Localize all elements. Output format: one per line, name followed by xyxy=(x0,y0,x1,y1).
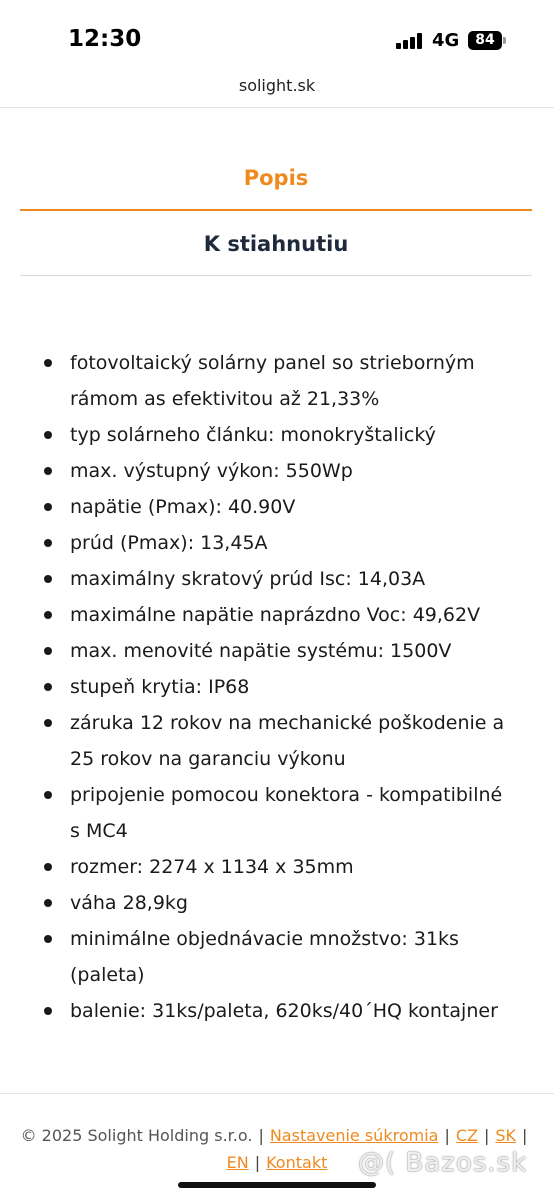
footer-separator: | xyxy=(444,1126,450,1145)
list-item: napätie (Pmax): 40.90V xyxy=(40,489,510,525)
battery-level: 84 xyxy=(468,31,502,50)
list-item: prúd (Pmax): 13,45A xyxy=(40,525,510,561)
spec-list xyxy=(40,345,510,1029)
language-en-link[interactable]: EN xyxy=(226,1153,249,1172)
language-cz-link[interactable]: CZ xyxy=(455,1126,478,1145)
list-item: max. menovité napätie systému: 1500V xyxy=(40,633,510,669)
list-item: maximálne napätie naprázdno Voc: 49,62V xyxy=(40,597,510,633)
footer-separator: | xyxy=(522,1126,528,1145)
tab-divider xyxy=(20,275,532,276)
tab-description[interactable]: Popis xyxy=(243,166,309,190)
home-indicator[interactable] xyxy=(178,1182,376,1188)
list-item: stupeň krytia: IP68 xyxy=(40,669,510,705)
battery-icon xyxy=(468,31,506,50)
address-bar-divider xyxy=(0,107,554,108)
list-item: váha 28,9kg xyxy=(40,885,510,921)
list-item: maximálny skratový prúd Isc: 14,03A xyxy=(40,561,510,597)
footer-separator: | xyxy=(254,1153,261,1172)
footer-divider xyxy=(0,1093,554,1094)
list-item: max. výstupný výkon: 550Wp xyxy=(40,453,510,489)
list-item: balenie: 31ks/paleta, 620ks/40´HQ kontajner xyxy=(40,993,510,1029)
footer-separator: | xyxy=(483,1126,490,1145)
tab-downloads[interactable]: K stiahnutiu xyxy=(203,232,349,256)
privacy-settings-link[interactable]: Nastavenie súkromia xyxy=(269,1126,439,1145)
signal-strength-icon xyxy=(396,33,422,49)
footer-copyright: © 2025 Solight Holding s.r.o. xyxy=(20,1126,253,1145)
tab-active-underline xyxy=(20,209,532,211)
list-item: pripojenie pomocou konektora - kompatibilné s MC4 xyxy=(40,777,510,849)
contact-link[interactable]: Kontakt xyxy=(266,1153,328,1172)
address-bar-url[interactable]: solight.sk xyxy=(238,76,316,95)
list-item: typ solárneho článku: monokryštalický xyxy=(40,417,510,453)
language-sk-link[interactable]: SK xyxy=(495,1126,517,1145)
list-item: záruka 12 rokov na mechanické poškodenie a 25 rokov na garanciu výkonu xyxy=(40,705,510,777)
network-type: 4G xyxy=(432,30,460,51)
footer-separator: | xyxy=(258,1126,264,1145)
watermark-logo: @( Bazos.sk xyxy=(358,1148,528,1178)
list-item: rozmer: 2274 x 1134 x 35mm xyxy=(40,849,510,885)
status-time: 12:30 xyxy=(68,26,142,52)
list-item: minimálne objednávacie množstvo: 31ks (paleta) xyxy=(40,921,510,993)
battery-cap xyxy=(503,37,506,44)
list-item: fotovoltaický solárny panel so strieborným rámom as efektivitou až 21,33% xyxy=(40,345,510,417)
status-bar xyxy=(0,0,554,70)
